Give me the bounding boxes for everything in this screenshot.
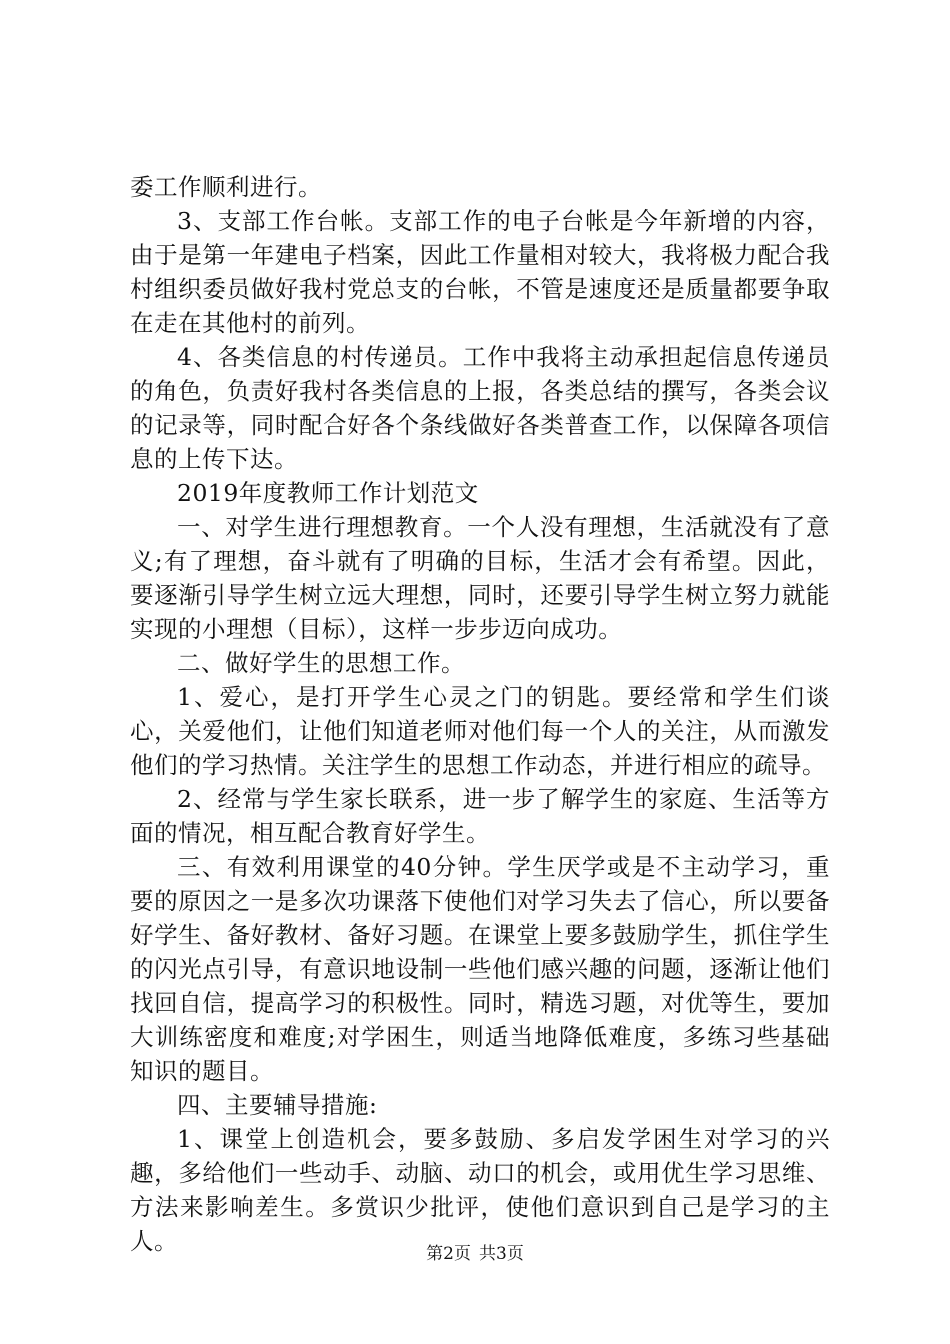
page-number: 第2页 bbox=[426, 1244, 471, 1264]
paragraph-section-1: 一、对学生进行理想教育。一个人没有理想，生活就没有了意义;有了理想，奋斗就有了明确的目标，生活才会有希望。因此，要逐渐引导学生树立远大理想，同时，还要引导学生树立努力就能实现的小理想（目标），这样一步步迈向成功。 bbox=[130, 513, 830, 643]
section-title: 2019年度教师工作计划范文 bbox=[177, 479, 479, 507]
paragraph-section-4-item-1: 1、课堂上创造机会，要多鼓励、多启发学困生对学习的兴趣，多给他们一些动手、动脑、动口的机会，或用优生学习思维、方法来影响差生。多赏识少批评，使他们意识到自己是学习的主人。 bbox=[130, 1125, 830, 1255]
paragraph-section-4-heading: 四、主要辅导措施: bbox=[177, 1091, 378, 1119]
paragraph-item-3: 3、支部工作台帐。支部工作的电子台帐是今年新增的内容，由于是第一年建电子档案，因此工作量相对较大，我将极力配合我村组织委员做好我村党总支的台帐，不管是速度还是质量都要争取在走在其他村的前列。 bbox=[130, 207, 830, 337]
page-total: 共3页 bbox=[479, 1244, 524, 1264]
page-footer bbox=[0, 1243, 950, 1265]
paragraph-section-2-item-2: 2、经常与学生家长联系，进一步了解学生的家庭、生活等方面的情况，相互配合教育好学生。 bbox=[130, 785, 830, 847]
document-body bbox=[130, 170, 830, 1258]
paragraph-continuation: 委工作顺利进行。 bbox=[130, 173, 322, 201]
paragraph-section-2-heading: 二、做好学生的思想工作。 bbox=[177, 649, 465, 677]
paragraph-section-2-item-1: 1、爱心，是打开学生心灵之门的钥匙。要经常和学生们谈心，关爱他们，让他们知道老师对他们每一个人的关注，从而激发他们的学习热情。关注学生的思想工作动态，并进行相应的疏导。 bbox=[130, 683, 830, 779]
paragraph-item-4: 4、各类信息的村传递员。工作中我将主动承担起信息传递员的角色，负责好我村各类信息的上报，各类总结的撰写，各类会议的记录等，同时配合好各个条线做好各类普查工作，以保障各项信息的上传下达。 bbox=[130, 343, 830, 473]
paragraph-section-3: 三、有效利用课堂的40分钟。学生厌学或是不主动学习，重要的原因之一是多次功课落下使他们对学习失去了信心，所以要备好学生、备好教材、备好习题。在课堂上要多鼓励学生，抓住学生的闪光点引导，有意识地设制一些他们感兴趣的问题，逐渐让他们找回自信，提高学习的积极性。同时，精选习题，对优等生，要加大训练密度和难度;对学困生，则适当地降低难度，多练习些基础知识的题目。 bbox=[130, 853, 830, 1085]
